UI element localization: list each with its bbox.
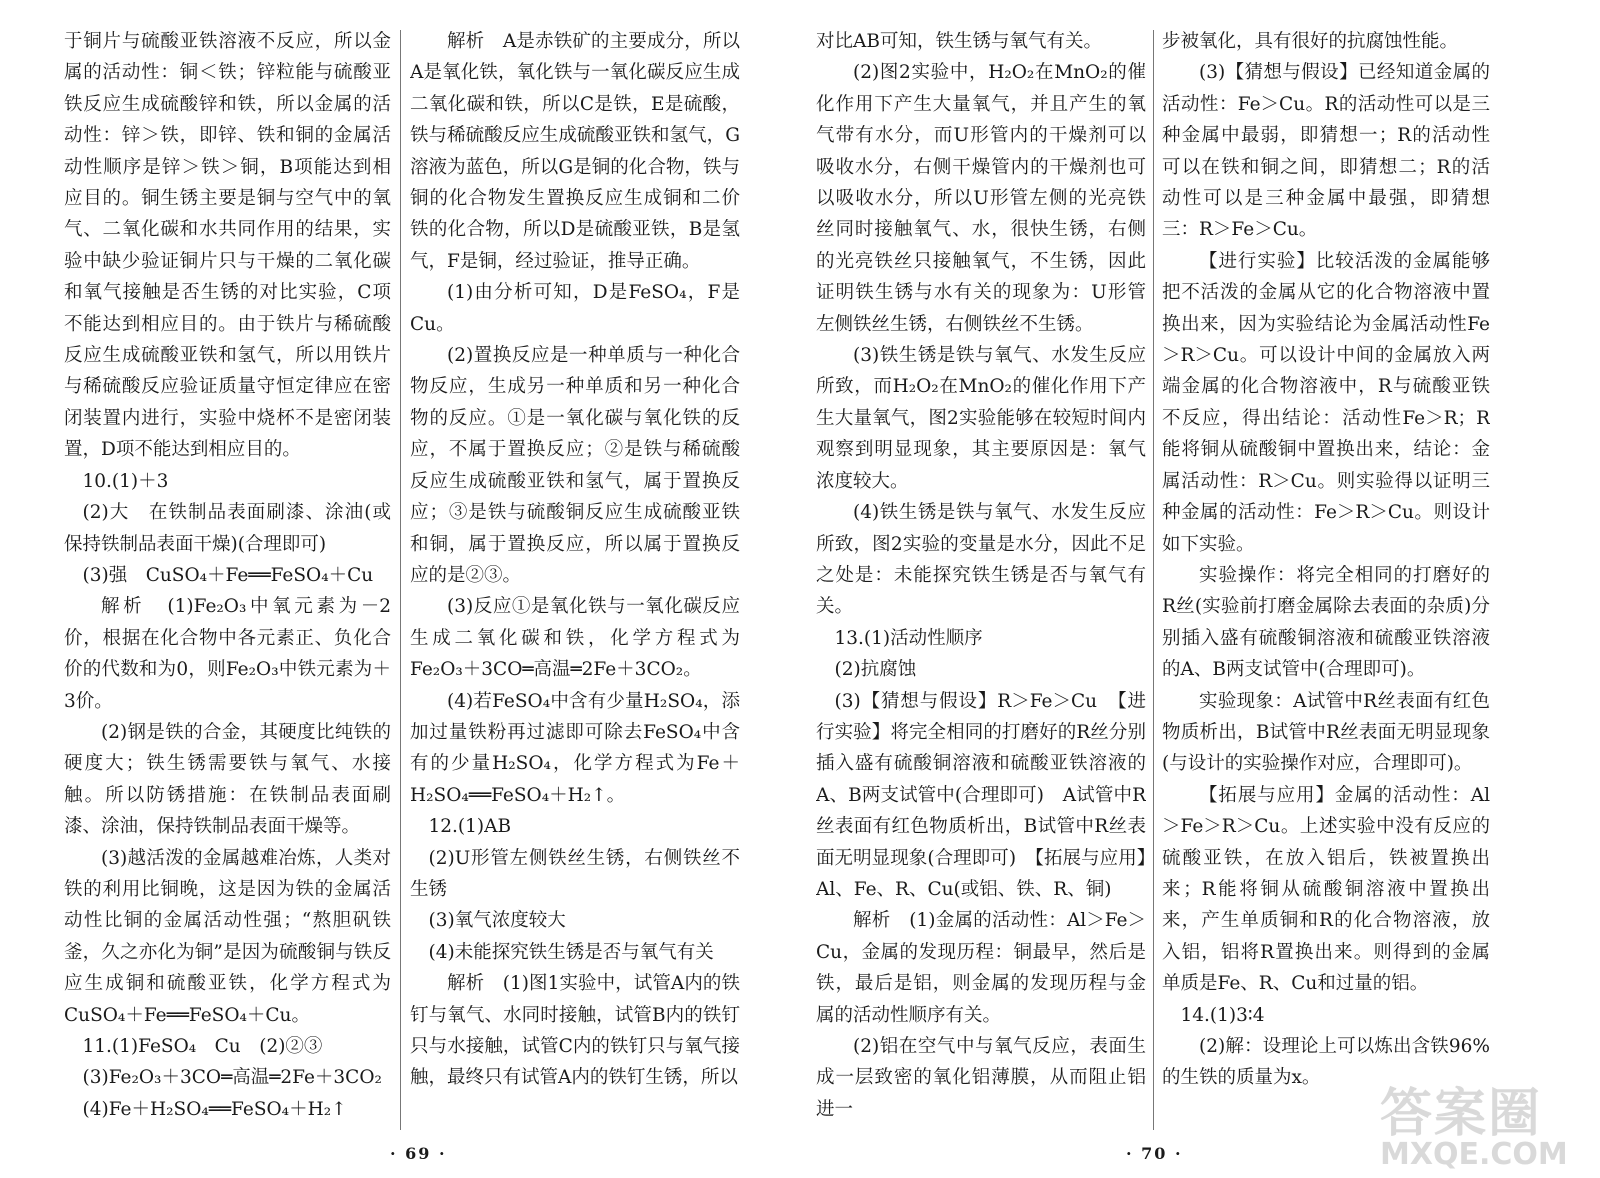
paragraph: 【进行实验】比较活泼的金属能够把不活泼的金属从它的化合物溶液中置换出来，因为实验结论为金属活动性Fe＞R＞Cu。可以设计中间的金属放入两端金属的化合物溶液中，R与硫酸亚铁不反应，得出结论：活动性Fe＞R；R能将铜从硫酸铜中置换出来，结论：金属活动性：R＞Cu。则实验得以证明三种金属的活动性：Fe＞R＞Cu。则设计如下实验。 [1162, 250, 1490, 555]
right-column-2 [1162, 26, 1490, 1136]
paragraph: (2)U形管左侧铁丝生锈，右侧铁丝不生锈 [410, 847, 740, 900]
paragraph: (2)铝在空气中与氧气反应，表面生成一层致密的氧化铝薄膜，从而阻止铝进一 [816, 1036, 1146, 1120]
paragraph: 【拓展与应用】金属的活动性：Al＞Fe＞R＞Cu。上述实验中没有反应的硫酸亚铁，在放入铝后，铁被置换出来；R能将铜从硫酸铜溶液中置换出来，产生单质铜和R的化合物溶液，放入铝，铝将R置换出来。则得到的金属单质是Fe、R、Cu和过量的铝。 [1162, 784, 1490, 995]
paragraph: (4)Fe＋H₂SO₄══FeSO₄＋H₂↑ [82, 1098, 347, 1120]
paragraph: (2)大 在铁制品表面刷漆、涂油(或保持铁制品表面干燥)(合理即可) [64, 502, 391, 555]
paragraph: 14.(1)3∶4 [1180, 1004, 1265, 1026]
paragraph: (2)图2实验中，H₂O₂在MnO₂的催化作用下产生大量氧气，并且产生的氧气带有水分，而U形管内的干燥剂可以吸收水分，右侧干燥管内的干燥剂也可以吸收水分，所以U形管左侧的光亮铁丝同时接触氧气、水，很快生锈，右侧的光亮铁丝只接触氧气，不生锈，因此证明铁生锈与水有关的现象为：U形管左侧铁丝生锈，右侧铁丝不生锈。 [816, 62, 1146, 335]
paragraph: 13.(1)活动性顺序 [834, 627, 983, 649]
paragraph: 解析 (1)金属的活动性：Al＞Fe＞Cu，金属的发现历程：铜最早，然后是铁，最后是铝，则金属的发现历程与金属的活动性顺序有关。 [816, 910, 1146, 1026]
paragraph: (2)钢是铁的合金，其硬度比纯铁的硬度大；铁生锈需要铁与氧气、水接触。所以防锈措施：在铁制品表面刷漆、涂油，保持铁制品表面干燥等。 [64, 721, 391, 838]
page-number: · 69 · [390, 1144, 447, 1163]
right-column-1 [816, 26, 1146, 1136]
paragraph: 解析 A是赤铁矿的主要成分，所以A是氧化铁，氧化铁与一氧化碳反应生成二氧化碳和铁，所以C是铁，E是硫酸，铁与稀硫酸反应生成硫酸亚铁和氢气，G溶液为蓝色，所以G是铜的化合物，铁与铜的化合物发生置换反应生成铜和二价铁的化合物，所以D是硫酸亚铁，B是氢气，F是铜，经过验证，推导正确。 [410, 31, 740, 272]
paragraph: 解析 (1)Fe₂O₃中氧元素为－2价，根据在化合物中各元素正、负化合价的代数和为0，则Fe₂O₃中铁元素为＋3价。 [64, 596, 391, 712]
column-divider [1153, 30, 1154, 1130]
paragraph: 11.(1)FeSO₄ Cu (2)②③ [82, 1036, 323, 1057]
left-column-1 [64, 26, 391, 1136]
paragraph: 实验操作：将完全相同的打磨好的R丝(实验前打磨金属除去表面的杂质)分别插入盛有硫酸铜溶液和硫酸亚铁溶液的A、B两支试管中(合理即可)。 [1162, 564, 1490, 681]
paragraph: 解析 (1)图1实验中，试管A内的铁钉与氧气、水同时接触，试管B内的铁钉只与水接触，试管C内的铁钉只与氧气接触，最终只有试管A内的铁钉生锈，所以 [410, 973, 740, 1089]
paragraph: (2)解：设理论上可以炼出含铁96%的生铁的质量为x。 [1162, 1036, 1490, 1089]
paragraph: (4)若FeSO₄中含有少量H₂SO₄，添加过量铁粉再过滤即可除去FeSO₄中含有的少量H₂SO₄，化学方程式为Fe＋H₂SO₄══FeSO₄＋H₂↑。 [410, 690, 740, 806]
paragraph: (3)氧气浓度较大 [428, 910, 566, 932]
paragraph: (2)抗腐蚀 [834, 659, 917, 681]
paragraph: (3)越活泼的金属越难冶炼，人类对铁的利用比铜晚，这是因为铁的金属活动性比铜的金属活动性强；“熬胆矾铁釜，久之亦化为铜”是因为硫酸铜与铁反应生成铜和硫酸亚铁，化学方程式为CuSO₄＋Fe══FeSO₄＋Cu。 [64, 847, 391, 1026]
paragraph: 步被氧化，具有很好的抗腐蚀性能。 [1162, 31, 1459, 52]
paragraph: (1)由分析可知，D是FeSO₄，F是Cu。 [410, 282, 740, 335]
paragraph: (2)置换反应是一种单质与一种化合物反应，生成另一种单质和另一种化合物的反应。①是一氧化碳与氧化铁的反应，不属于置换反应；②是铁与稀硫酸反应生成硫酸亚铁和氢气，属于置换反应；③是铁与硫酸铜反应生成硫酸亚铁和铜，属于置换反应，所以属于置换反应的是②③。 [410, 345, 740, 586]
paragraph: (3)强 CuSO₄＋Fe══FeSO₄＋Cu [82, 564, 374, 586]
paragraph: 12.(1)AB [428, 816, 512, 838]
column-divider [400, 30, 401, 1130]
paragraph: 10.(1)＋3 [82, 470, 169, 492]
left-column-2 [410, 26, 740, 1136]
right-page [810, 0, 1600, 1178]
paragraph: 对比AB可知，铁生锈与氧气有关。 [816, 31, 1102, 52]
paragraph: (4)未能探究铁生锈是否与氧气有关 [428, 941, 714, 963]
paragraph: (3)【猜想与假设】R＞Fe＞Cu 【进行实验】将完全相同的打磨好的R丝分别插入盛有硫酸铜溶液和硫酸亚铁溶液的A、B两支试管中(合理即可) A试管中R丝表面有红色物质析出，B试管中R丝表面无明显现象(合理即可) 【拓展与应用】Al、Fe、R、Cu(或铝、铁、R、铜) [816, 690, 1146, 900]
paragraph: (3)铁生锈是铁与氧气、水发生反应所致，而H₂O₂在MnO₂的催化作用下产生大量氧气，图2实验能够在较短时间内观察到明显现象，其主要原因是：氧气浓度较大。 [816, 345, 1146, 492]
paragraph: (4)铁生锈是铁与氧气、水发生反应所致，图2实验的变量是水分，因此不足之处是：未能探究铁生锈是否与氧气有关。 [816, 502, 1146, 618]
watermark-url: MXQE.COM [1380, 1137, 1568, 1172]
left-page [0, 0, 790, 1178]
page-number: · 70 · [1126, 1144, 1183, 1163]
paragraph: (3)【猜想与假设】已经知道金属的活动性：Fe＞Cu。R的活动性可以是三种金属中最弱，即猜想一；R的活动性可以在铁和铜之间，即猜想二；R的活动性可以是三种金属中最强，即猜想三：R＞Fe＞Cu。 [1162, 62, 1490, 241]
watermark-logo [1380, 1084, 1585, 1173]
paragraph: 实验现象：A试管中R丝表面有红色物质析出，B试管中R丝表面无明显现象(与设计的实验操作对应，合理即可)。 [1162, 690, 1490, 775]
paragraph: (3)反应①是氧化铁与一氧化碳反应生成二氧化碳和铁，化学方程式为Fe₂O₃＋3CO═高温═2Fe＋3CO₂。 [410, 596, 740, 681]
paragraph: 于铜片与硫酸亚铁溶液不反应，所以金属的活动性：铜＜铁；锌粒能与硫酸亚铁反应生成硫酸锌和铁，所以金属的活动性：锌＞铁，即锌、铁和铜的金属活动性顺序是锌＞铁＞铜，B项能达到相应目的。铜生锈主要是铜与空气中的氧气、二氧化碳和水共同作用的结果，实验中缺少验证铜片只与干燥的二氧化碳和氧气接触是否生锈的对比实验，C项不能达到相应目的。由于铁片与稀硫酸反应生成硫酸亚铁和氢气，所以用铁片与稀硫酸反应验证质量守恒定律应在密闭装置内进行，实验中烧杯不是密闭装置，D项不能达到相应目的。 [64, 31, 391, 461]
watermark-text: 答案圈 [1380, 1084, 1543, 1144]
paragraph: (3)Fe₂O₃＋3CO═高温═2Fe＋3CO₂ [82, 1067, 382, 1089]
